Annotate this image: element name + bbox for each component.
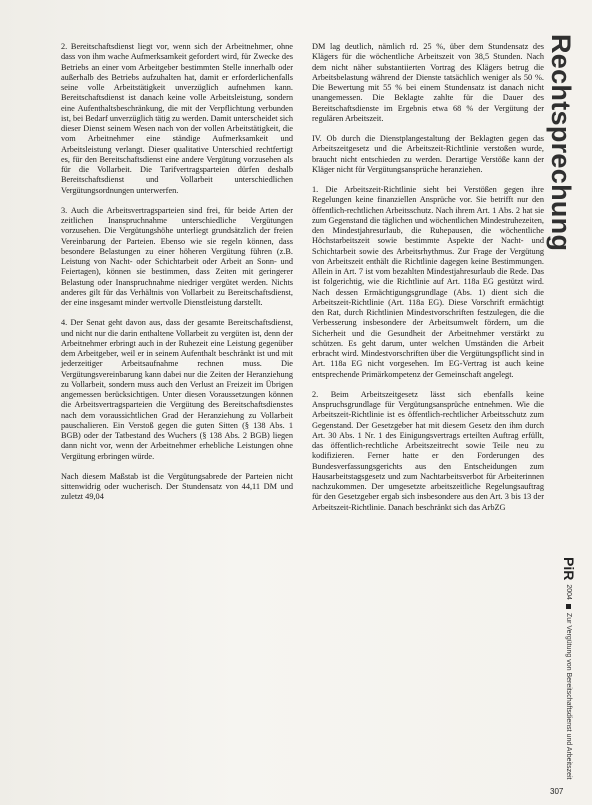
journal-logo: PiR bbox=[561, 557, 577, 581]
paragraph: 2. Bereitschaftsdienst liegt vor, wenn sich der Arbeitnehmer, ohne dass von ihm wache Aufmerksamkeit gefordert wird, für Zwecke des Betriebs an einer vom Arbeitgeber bestimmten Stelle innerhalb oder außerhalb des Betriebs aufzuhalten hat, damit er erforderlichenfalls seine volle Arbeitstätigkeit unverzüglich aufnehmen kann. Bereitschaftsdienst ist danach keine volle Arbeitsleistung, sondern eine Aufenthaltsbeschränkung, die mit der Verpflichtung verbunden ist, bei Bedarf unverzüglich tätig zu werden. Damit unterscheidet sich dieser Dienst seinem Wesen nach von der vollen Arbeitstätigkeit, die vom Arbeitnehmer eine ständige Aufmerksamkeit und Arbeitsleistung verlangt. Dieser qualitative Unterschied rechtfertigt es, für den Bereitschaftsdienst eine andere Vergütung vorzusehen als für die Vollarbeit. Die Tarifvertragsparteien dürfen deshalb Bereitschaftsdienst und Vollarbeit unterschiedlichen Vergütungsordnungen unterwerfen. bbox=[61, 42, 294, 195]
paragraph: Nach diesem Maßstab ist die Vergütungsabrede der Parteien nicht sittenwidrig oder wucherisch. Der Stundensatz von 44,11 DM und zuletzt 49,04 bbox=[61, 471, 293, 502]
paragraph: 4. Der Senat geht davon aus, dass der gesamte Bereitschaftsdienst, und nicht nur die darin enthaltene Vollarbeit zu vergüten ist, denn der Arbeitnehmer erbringt auch in der Ruhezeit eine Leistung gegenüber dem Arbeitgeber, weil er in seinem Aufenthalt beschränkt ist und mit jederzeitiger Arbeitsaufnahme rechnen muss. Die Vergütungsvereinbarung kann dabei nur die Zeiten der Heranziehung zu Vollarbeit, sondern muss auch den Verlust an Freizeit im Übrigen angemessen berücksichtigen. Unter diesen Voraussetzungen können die Arbeitsvertragsparteien die Vergütung des Bereitschaftsdienstes nach dem voraussichtlichen Grad der Heranziehung zu Vollarbeit pauschalieren. Ein Verstoß gegen die guten Sitten (§ 138 Abs. 1 BGB) oder der Tatbestand des Wuchers (§ 138 Abs. 2 BGB) liegen dann nicht vor, wenn der Arbeitnehmer erhebliche Leistungen ohne Vergütung erbringen würde. bbox=[61, 318, 293, 461]
footer-caption: Zur Vergütung von Bereitschaftsdienst und Arbeitszeit bbox=[565, 612, 573, 780]
journal-footer bbox=[553, 555, 583, 795]
page-number: 307 bbox=[550, 787, 564, 796]
paragraph: DM lag deutlich, nämlich rd. 25 %, über dem Stundensatz des Klägers für die wöchentliche Arbeitszeit von 38,5 Stunden. Nach dem nicht näher substantiierten Vortrag des Klägers betrug die Arbeitsbelastung während der Dienste tatsächlich weniger als 50 %. Die Bewertung mit 55 % bei einem Stundensatz ist danach nicht unangemessen. Die Beklagte zahlte für die Dauer des Bereitschaftsdienste im Ergebnis etwa 68 % der Vergütung der regulären Arbeitszeit. bbox=[312, 42, 544, 123]
paragraph: 1. Die Arbeitszeit-Richtlinie sieht bei Verstößen gegen ihre Regelungen keine finanziellen Ansprüche vor. Sie betrifft nur den öffentlich-rechtlichen Arbeitsschutz. Nach ihrem Art. 1 Abs. 2 hat sie zum Gegenstand die täglichen und wöchentlichen Mindestruhezeiten, den Mindestjahresurlaub, die Ruhepausen, die wöchentliche Höchstarbeitszeit sowie bestimmte Aspekte der Nacht- und Schichtarbeit sowie des Arbeitsrhythmus. Zur Frage der Vergütung von Arbeitszeit enthält die Richtlinie dagegen keine Bestimmungen. Allein in Art. 7 ist vom bezahlten Mindestjahresurlaub die Rede. Das ist folgerichtig, wie die Richtlinie auf Art. 118a EG gestützt wird. Nach dessen Ermächtigungsgrundlage (Abs. 1) dient sich die Arbeitszeit-Richtlinie (Art. 118a EG). Diese Vorschrift ermächtigt den Rat, durch Richtlinien Mindestvorschriften festzulegen, die die Verbesserung insbesondere der Arbeitsumwelt fördern, um die Sicherheit und die Gesundheit der Arbeitnehmer verstärkt zu schützen. Es geht darum, unter welchen Umständen die Arbeit erbracht wird. Mindestvorschriften über die Vergütungspflicht sind in Art. 118a EG nicht vorgesehen. Im EG-Vertrag ist auch keine entsprechende Primärkompetenz der Gemeinschaft angelegt. bbox=[312, 185, 544, 379]
paragraph: 2. Beim Arbeitszeitgesetz lässt sich ebenfalls keine Anspruchsgrundlage für Vergütungsansprüche entnehmen. Wie die Arbeitszeit-Richtlinie ist es öffentlich-rechtlicher Arbeitsschutz zum Gegenstand. Der Gesetzgeber hat mit diesem Gesetz den ihm durch Art. 30 Abs. 1 Nr. 1 des Einigungsvertrags erteilten Auftrag erfüllt, das öffentlich-rechtliche Arbeitszeitrecht sowie Teile neu zu kodifizieren. Ferner hatte er den Forderungen des Bundesverfassungsgerichts aus den Entscheidungen zum Hausarbeitstagsgesetz und zum Nachtarbeitsverbot für Arbeiterinnen nachzukommen. Der umgesetzte arbeitszeitliche Regelungsauftrag für den Gesetzgeber ergab sich insbesondere aus den Art. 3 bis 13 der Arbeitszeit-Richtlinie. Danach beschränkt sich das ArbZG bbox=[312, 389, 544, 512]
footer-year: 2004 bbox=[565, 584, 573, 600]
paragraph: 3. Auch die Arbeitsvertragsparteien sind frei, für beide Arten der zeitlichen Inanspruchnahme unterschiedliche Vergütungen vorzusehen. Die Vergütungshöhe unterliegt grundsätzlich der freien Vereinbarung der Parteien. Ebenso wie sie regeln können, dass besondere Belastungen zu einer höheren Vergütung führen (z.B. Leistung von Nacht- oder Schichtarbeit oder Arbeit an Sonn- und Feiertagen), können sie bestimmen, dass Zeiten mit geringerer Belastung oder Inanspruchnahme niedriger vergütet werden. Nichts anderes gilt für das Verhältnis von Vollarbeit zu Bereitschaftsdienst, der eine insgesamt minder wertvolle Dienstleistung darstellt. bbox=[61, 205, 293, 307]
text-column-left bbox=[61, 42, 293, 513]
square-bullet-icon bbox=[567, 604, 572, 609]
section-heading-vertical bbox=[542, 30, 582, 265]
section-title: Rechtsprechung bbox=[546, 34, 576, 252]
text-column-right bbox=[312, 42, 544, 523]
paragraph: IV. Ob durch die Dienstplangestaltung der Beklagten gegen das Arbeitszeitgesetz und die Arbeitszeit-Richtlinie verstoßen wurde, braucht nicht entschieden zu werden. Derartige Verstöße kann der Kläger nicht für Vergütungsansprüche heranziehen. bbox=[312, 134, 544, 174]
